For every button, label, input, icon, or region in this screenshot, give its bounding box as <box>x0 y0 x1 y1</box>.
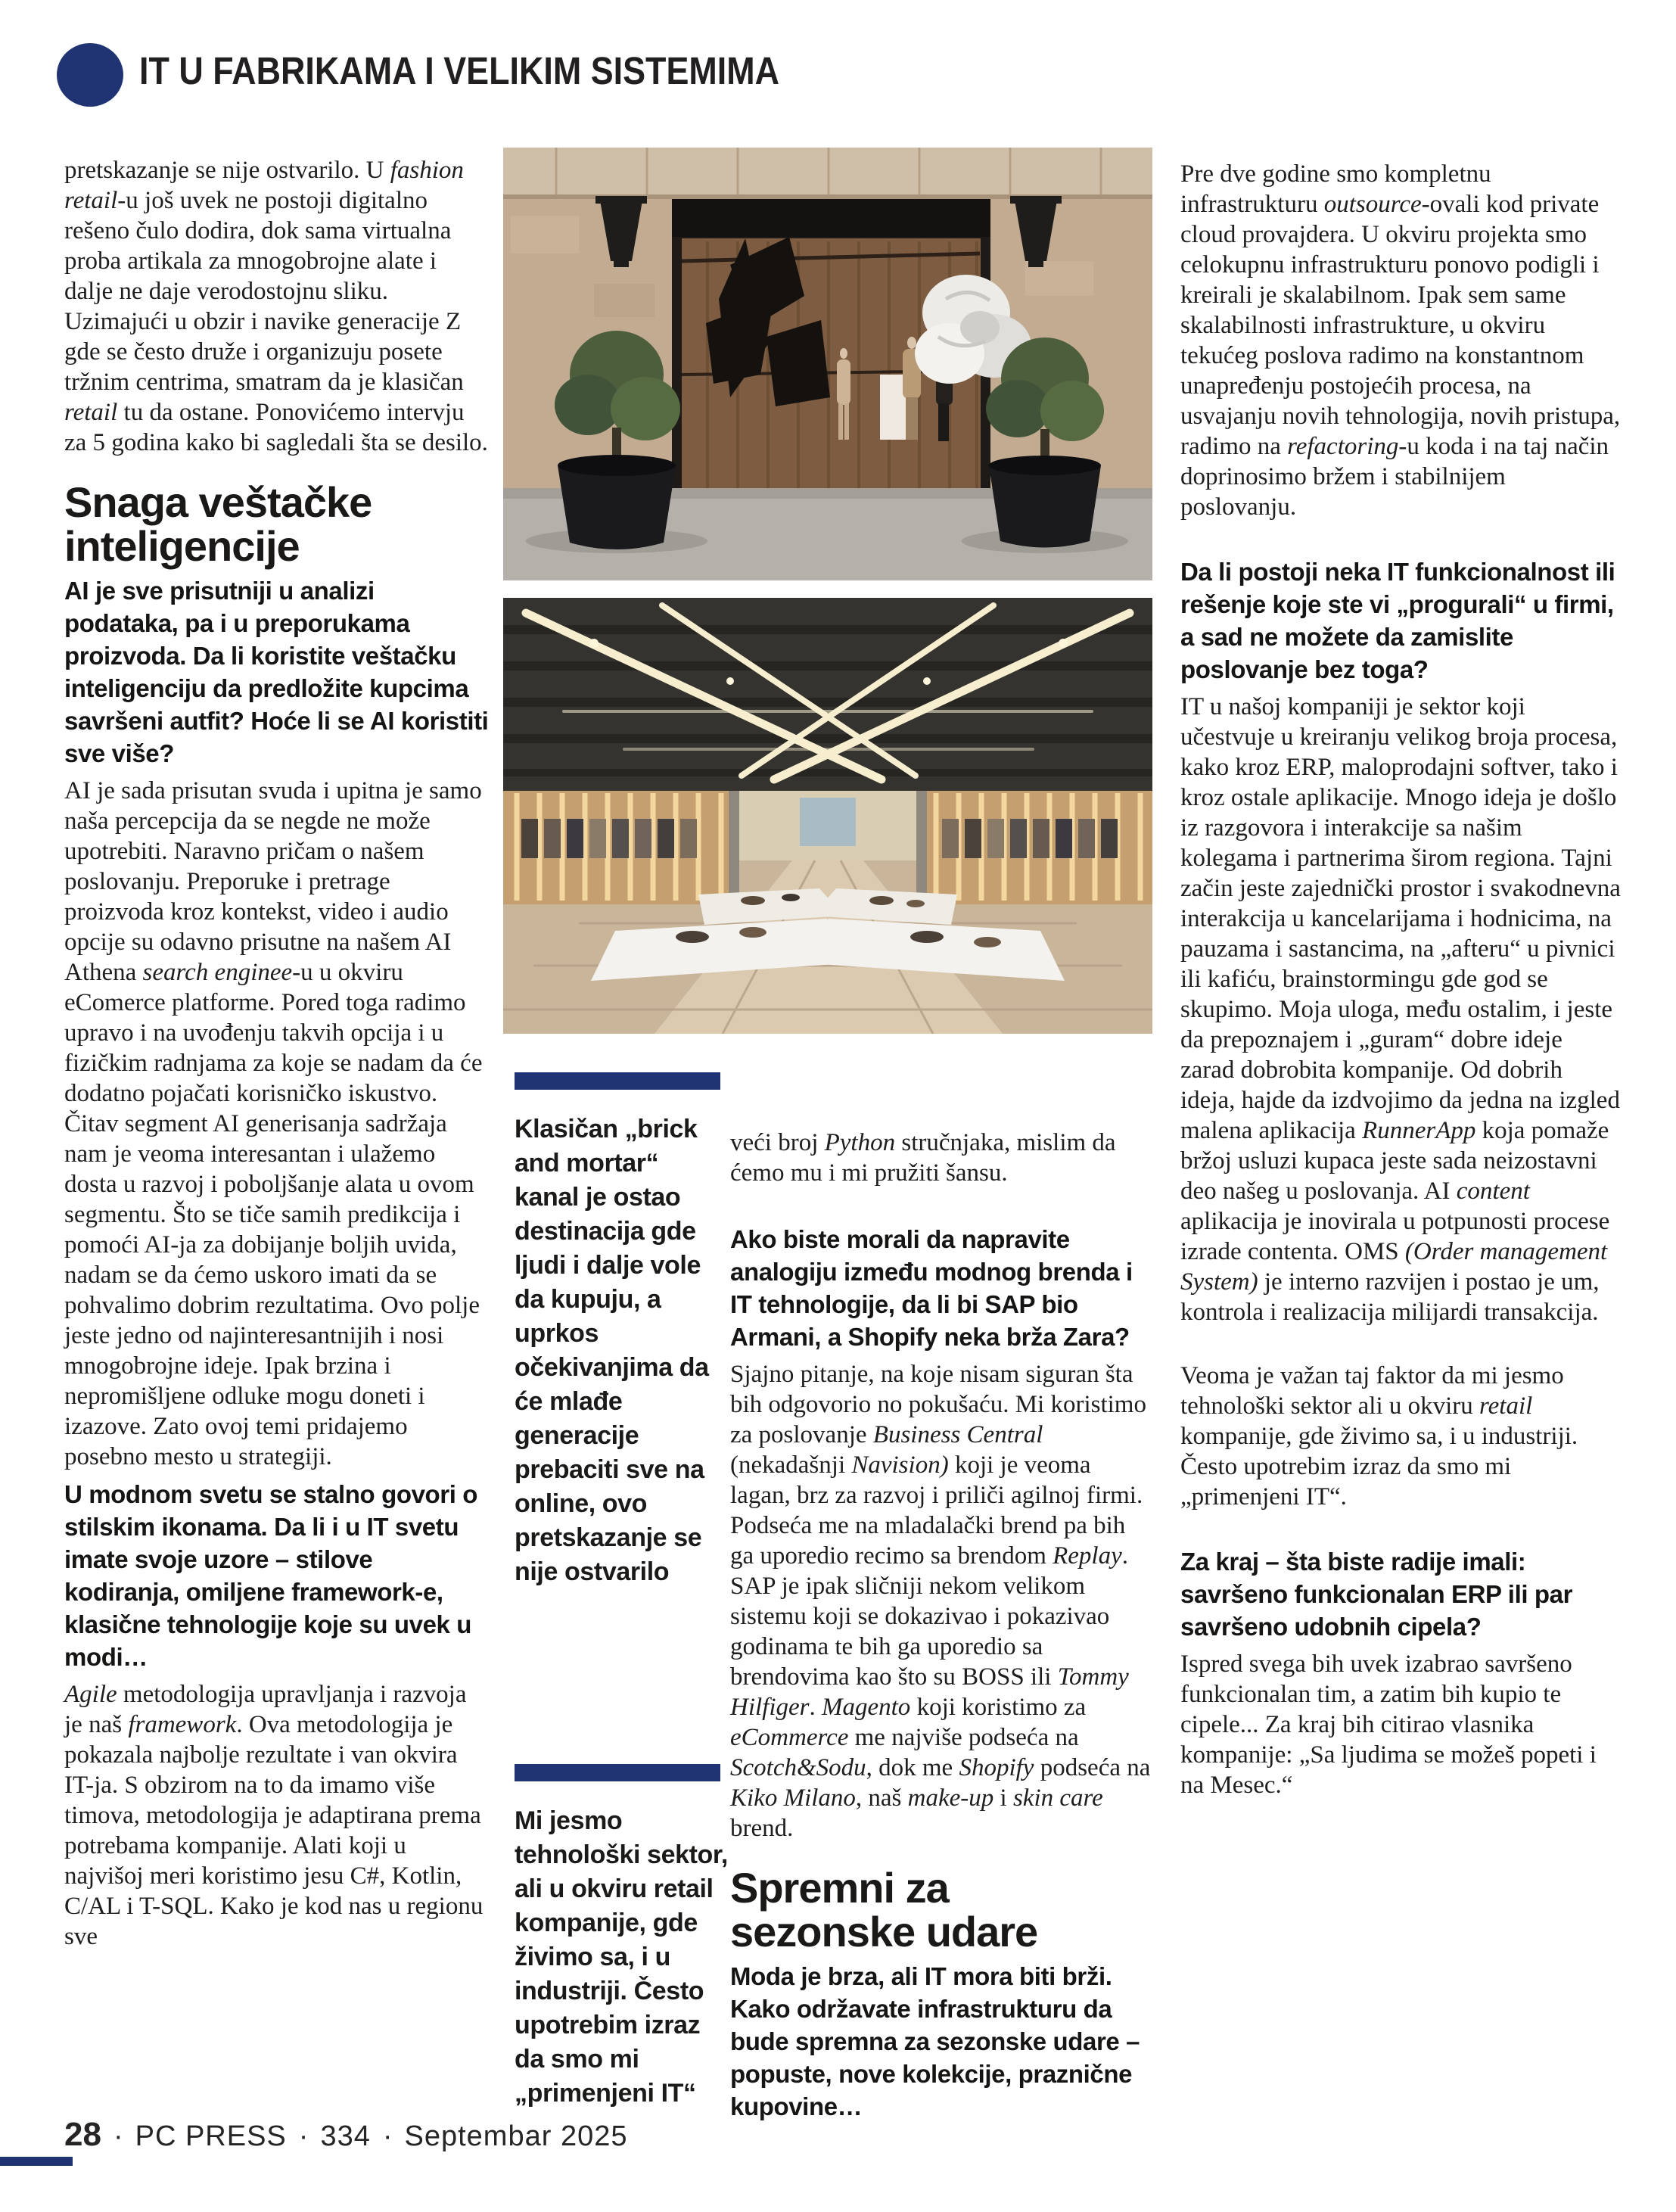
pullquote-block <box>515 1072 728 1589</box>
column-left <box>64 155 490 1952</box>
interview-question: U modnom svetu se stalno govori o stilskim ikonama. Da li i u IT svetu imate svoje uzore – stilove kodiranja, omiljene framework-e, klasične tehnologije koje su uvek u modi… <box>64 1480 478 1671</box>
interview-question: Moda je brza, ali IT mora biti brži. Kako održavate infrastrukturu da bude spremna za sezonske udare – popuste, nove kolekcije, praznične kupovine… <box>730 1962 1140 2120</box>
column-middle <box>730 1128 1154 2123</box>
footer-accent-bar <box>0 2157 73 2166</box>
section-kicker: IT U FABRIKAMA I VELIKIM SISTEMIMA <box>139 49 780 92</box>
interior-illustration <box>503 598 1152 1034</box>
photo-storefront <box>503 148 1152 580</box>
body-paragraph: IT u našoj kompaniji je sektor koji učestvuje u kreiranju velikog broja procesa, kako kroz ERP, maloprodajni softver, tako i kroz ostale aplikacije. Mnogo ideja je došlo iz razgovora i interakcije sa našim kolegama i partnerima širom regiona. Tajni začin jeste zajednički prostor i svakodnevna interakcija u kancelarijama i hodnicima, na pauzama i sastancima, na „afteru“ u pivnici ili kafiću, brainstormingu gde god se skupimo. Moja uloga, među ostalim, i jeste da prepoznajem i „guram“ dobre ideje zarad dobrobita kompanije. Od dobrih ideja, hajde da izdvojimo da jedna na izgled malena aplikacija RunnerApp koja pomaže bržoj usluzi kupaca jeste sada neizostavni deo našeg u poslovanja. AI content aplikacija je inovirala u potpunosti procese izrade contenta. OMS (Order management System) je interno razvijen i postao je um, kontrola i realizacija milijardi transakcija. <box>1180 693 1621 1326</box>
body-paragraph: Agile metodologija upravljanja i razvoja je naš framework. Ova metodologija je pokazala najbolje rezultate i van okvira IT-ja. S obzirom na to da imamo više timova, metodologija je adaptirana prema potrebama kompanije. Alati koji u najvišoj meri koristimo jesu C#, Kotlin, C/AL i T-SQL. Kako je kod nas u regionu sve <box>64 1681 484 1950</box>
pullquote-text: Mi jesmo tehnološki sektor, ali u okviru retail kompanije, gde živimo sa, i u industriji. Često upotrebim izraz da smo mi „primenjeni IT“ <box>515 1806 728 2108</box>
section-title-ai: Snaga veštačke inteligencije <box>64 478 372 570</box>
page-footer <box>64 2116 627 2154</box>
pullquote-block <box>515 1764 728 2111</box>
body-paragraph: AI je sada prisutan svuda i upitna je samo naša percepcija da se negde ne može upotrebiti. Naravno pričam o našem poslovanju. Preporuke i pretrage proizvoda kroz kontekst, video i audio opcije su odavno prisutne na našem AI Athena search enginee-u u okviru eComerce platforme. Pored toga radimo upravo i na uvođenju takvih opcija i u fizičkim radnjama za koje se nadam da će dodatno pojačati korisničko iskustvo. Čitav segment AI generisanja sadržaja nam je veoma interesantan i ulažemo dosta u razvoj i poboljšanje alata u ovom segmentu. Što se tiče samih predikcija i pomoći AI-ja za dobijanje boljih uvida, nadam se da ćemo uskoro imati da se pohvalimo dobrim rezultatima. Ovo polje jeste jedno od najinteresantnijih i nosi mnogobrojne ideje. Ipak brzina i nepromišljene odluke mogu doneti i izazove. Zato ovoj temi pridajemo posebno mesto u strategiji. <box>64 777 483 1470</box>
pullquote-bar <box>515 1072 720 1090</box>
pullquote-text: Klasičan „brick and mortar“ kanal je ostao destinacija gde ljudi i dalje vole da kupuju, a uprkos očekivanjima da će mlađe generacije prebaciti sve na online, ovo pretskazanje se nije ostvarilo <box>515 1115 709 1586</box>
section-bullet-icon <box>57 43 123 107</box>
body-paragraph: pretskazanje se nije ostvarilo. U fashion retail-u još uvek ne postoji digitalno rešeno čulo dodira, dok sama virtualna proba artikala za mnogobrojne alate i dalje ne daje verodostojnu sliku. Uzimajući u obzir i navike generacije Z gde se često druže i organizuju posete tržnim centrima, smatram da je klasičan retail tu da ostane. Ponovićemo intervju za 5 godina kako bi sagledali šta se desilo. <box>64 157 488 456</box>
storefront-illustration <box>503 148 1152 580</box>
footer-separator: · <box>113 2120 123 2152</box>
footer-separator: · <box>382 2120 393 2152</box>
body-paragraph: Ispred svega bih uvek izabrao savršeno funkcionalan tim, a zatim bih kupio te cipele... Za kraj bih citirao vlasnika kompanije: „Sa ljudima se možeš popeti i na Mesec.“ <box>1180 1650 1597 1799</box>
body-paragraph: Veoma je važan taj faktor da mi jesmo tehnološki sektor ali u okviru retail kompanije, gde živimo sa, i u industriji. Često upotrebim izraz da smo mi „primenjeni IT“. <box>1180 1362 1578 1510</box>
issue-date: Septembar 2025 <box>404 2120 628 2152</box>
footer-separator: · <box>298 2120 309 2152</box>
column-right <box>1180 159 1621 1800</box>
magazine-name: PC PRESS <box>135 2120 287 2152</box>
body-paragraph: veći broj Python stručnjaka, mislim da ćemo mu i mi pružiti šansu. <box>730 1129 1116 1187</box>
pullquote-bar <box>515 1764 720 1781</box>
interview-question: AI je sve prisutniji u analizi podataka, pa i u preporukama proizvoda. Da li koristite veštačku inteligenciju da predložite kupcima savršeni autfit? Hoće li se AI koristiti sve više? <box>64 577 489 767</box>
page-number: 28 <box>64 2116 101 2153</box>
body-paragraph: Pre dve godine smo kompletnu infrastrukturu outsource-ovali kod private cloud provajdera. U okviru projekta smo celokupnu infrastrukturu ponovo podigli i kreirali je skalabilnom. Ipak sem same skalabilnosti infrastrukture, u okviru tekućeg poslova radimo na konstantnom unapređenju postojećih procesa, na usvajanju novih tehnologija, novih pristupa, radimo na refactoring-u koda i na taj način doprinosimo bržem i stabilnijem poslovanju. <box>1180 160 1621 521</box>
interview-question: Za kraj – šta biste radije imali: savršeno funkcionalan ERP ili par savršeno udobnih cipela? <box>1180 1548 1573 1641</box>
interview-question: Da li postoji neka IT funkcionalnost ili rešenje koje ste vi „progurali“ u firmi, a sad ne možete da zamislite poslovanje bez toga? <box>1180 558 1615 683</box>
section-title-seasonal: Spremni za sezonske udare <box>730 1864 1038 1955</box>
body-paragraph: Sjajno pitanje, na koje nisam siguran šta bih odgovorio no pokušaću. Mi koristimo za poslovanje Business Central (nekadašnji Navision) koji je veoma lagan, brz za razvoj i priliči agilnoj firmi. Podseća me na mladalački brend pa bih ga uporedio recimo sa brendom Replay. SAP je ipak sličniji nekom velikom sistemu koji se dokazivao i pokazivao godinama te bih ga uporedio sa brendovima kao što su BOSS ili Tommy Hilfiger. Magento koji koristimo za eCommerce me najviše podseća na Scotch&Sodu, dok me Shopify podseća na Kiko Milano, naš make-up i skin care brend. <box>730 1361 1151 1842</box>
photo-store-interior <box>503 598 1152 1034</box>
interview-question: Ako biste morali da napravite analogiju između modnog brenda i IT tehnologije, da li bi SAP bio Armani, a Shopify neka brža Zara? <box>730 1225 1133 1351</box>
issue-number: 334 <box>320 2120 371 2152</box>
